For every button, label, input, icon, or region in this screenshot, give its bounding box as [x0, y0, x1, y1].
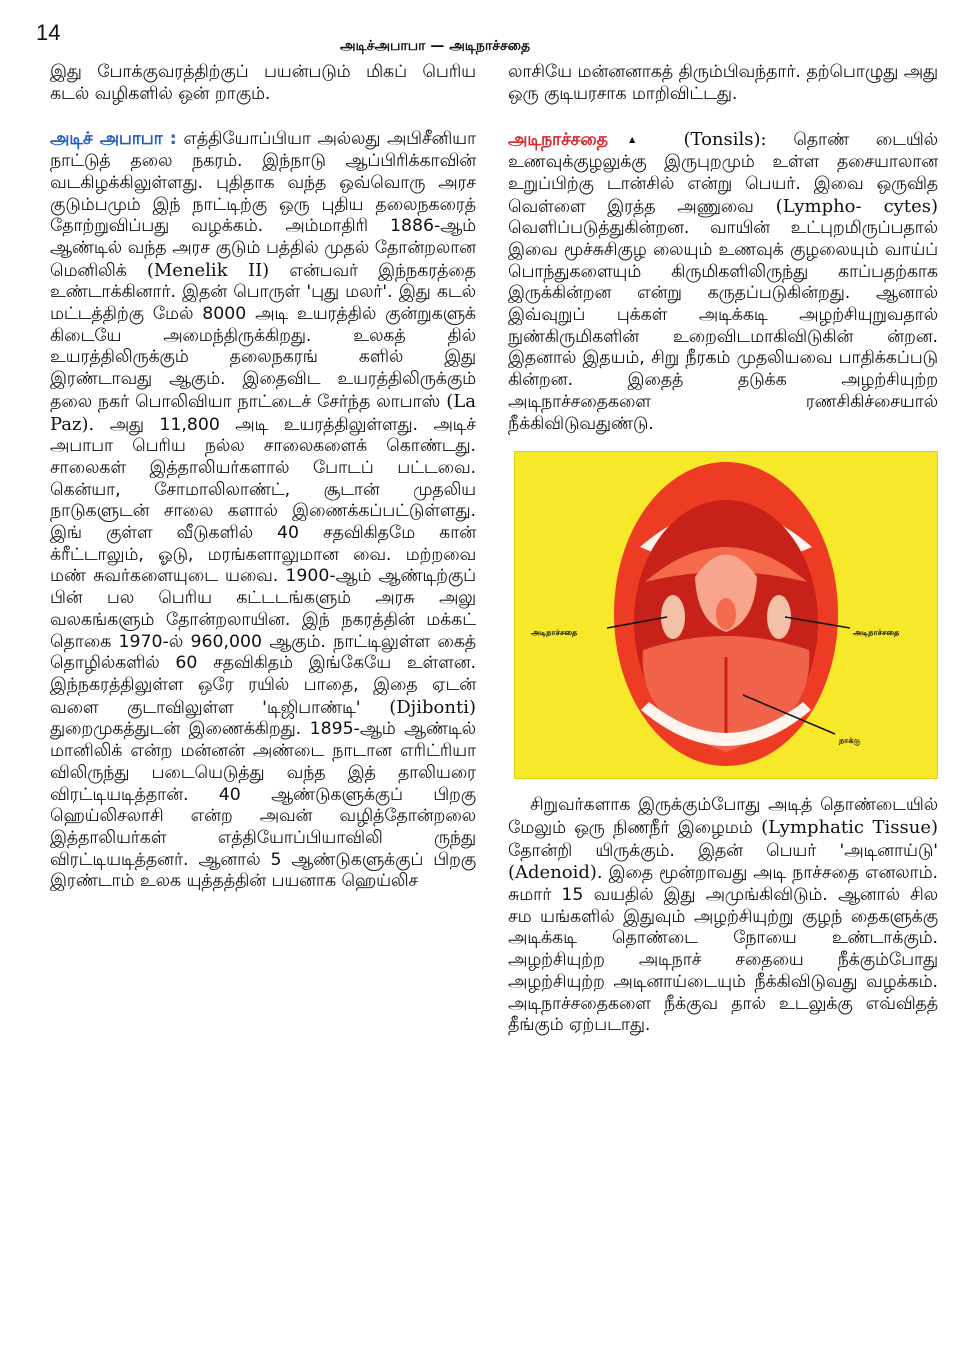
figure-label-tonsil-left: அடிநாச்சதை — [531, 628, 578, 638]
latin-term: (Lymphatic Tissue) — [752, 816, 939, 838]
latin-term: (Lympho- cytes) — [753, 195, 938, 217]
paragraph-text: தோன்றி யிருக்கும். இதன் பெயர் 'அடினாய்டு' — [508, 840, 938, 861]
entry-text: துறைமுகத்துடன் இணைக்கிறது. 1895-ஆம் ஆண்டில் மானிலிக் என்ற மன்னன் அண்டை நாடான எரிட்ரியா விலிருந்து படையெடுத்து வந்த இத் தாலியரை விரட்டியடித்தான். 40 ஆண்டுகளுக்குப் பிறகு ஹெய்லிசலாசி என்ற அவன் வழித்தோன்றலை இத்தாலியர்கள் எத்தியோப்பியாவிலி ருந்து விரட்டியடித்தனர். ஆனால் 5 ஆண்டுகளுக்குப் பிறகு இரண்டாம் உலக யுத்தத்தின் பயனாக ஹெய்லிச — [50, 719, 476, 892]
continuation-paragraph: லாசியே மன்னனாகத் திரும்பிவந்தார். தற்பொழுது அது ஒரு குடியரசாக மாறிவிட்டது. — [508, 62, 938, 104]
paragraph-text: இதை மூன்றாவது அடி நாச்சதை எனலாம். சுமார் 15 வயதில் இது அமுங்கிவிடும். ஆனால் சில சம யங்களில் இதுவும் அழற்சியுற்று குழந் தைகளுக்கு அடிக்கடி தொண்டை நோயை உண்டாக்கும். அழற்சியுற்ற அடிநாச் சதையை நீக்கும்போது அழற்சியுற்ற அடினாய்டையும் நீக்கிவிடுவது வழக்கம். அடிநாச்சதைகளை நீக்குவ தால் உடலுக்கு எவ்விதத் தீங்கும் ஏற்படாது. — [508, 863, 938, 1036]
left-column — [50, 62, 476, 893]
paragraph-text: சிறுவர்களாக இருக்கும்போது அடித் தொண்டையில் மேலும் ஒரு நிணநீர் இழைமம் — [508, 795, 938, 838]
intro-paragraph: இது போக்குவரத்திற்குப் பயன்படும் மிகப் பெரிய கடல் வழிகளில் ஒன் றாகும். — [50, 62, 476, 104]
entry-text: தொண் டையில் உணவுக்குழலுக்கு இருபுறமும் உள்ள தசையாலான உறுப்பிற்கு டான்சில் என்று பெயர். இவை ஒருவித வெள்ளை இரத்த அணுவை — [508, 130, 938, 217]
right-column — [508, 62, 938, 1037]
entry-heading-addis-ababa: அடிச் அபாபா : — [50, 129, 177, 150]
entry-text: வெளிப்படுத்துகின்றன. வாயின் உட்புறமிருப்பதால் இவை மூச்சுசிகுழ லையும் உணவுக் குழலையும் வாய்ப் பொந்துகளையும் கிருமிகளிலிருந்து காப்பதற்காக இருக்கின்றன என்று கருதப்படுகின்றது. ஆனால் இவ்வுறுப் புக்கள் அடிக்கடி அழற்சியுறுவதால் நுண்கிருமிகளின் உறைவிடமாகிவிடுகின் ன்றன. இதனால் இதயம், சிறு நீரகம் முதலியவை பாதிக்கப்படு கின்றன. இதைத் தடுக்க அழற்சியுற்ற அடிநாச்சதைகளை ரணசிகிச்சையால் நீக்கிவிடுவதுண்டு. — [508, 218, 938, 434]
mouth-drawing — [515, 452, 937, 778]
page-number: 14 — [36, 20, 61, 45]
mouth-illustration — [514, 451, 938, 779]
addis-ababa-entry — [50, 129, 476, 893]
latin-term: (La Paz). — [50, 390, 476, 435]
entry-text: அது 11,800 அடி உயரத்திலுள்ளது. அடிச் அபாபா பெரிய நல்ல சாலைகளைக் கொண்டது. சாலைகள் இத்தாலியர்களால் போடப் பட்டவை. கென்யா, சோமாலிலாண்ட், சூடான் முதலிய நாடுகளுடன் சாலை களால் இணைக்கப்பட்டுள்ளது. இங் குள்ள வீடுகளில் 40 சதவிகிதமே கான் க்ரீட்டாலும், ஓடு, மரங்களாலுமான வை. மற்றவை மண் சுவர்களையுடை யவை. 1900-ஆம் ஆண்டிற்குப் பின் பல பெரிய கட்டடங்களும் அரசு அலு வலகங்களும் தோன்றலாயின. இந் நகரத்தின் மக்கட் தொகை 1970-ல் 960,000 ஆகும். நாட்டிலுள்ள கைத் தொழில்களில் 60 சதவிகிதம் இங்கேயே உள்ளன. இந்நகரத்திலுள்ள ஒரே ரயில் பாதை, இதை ஏடன் வளை குடாவிலுள்ள 'டிஜிபாண்டி' — [50, 414, 476, 718]
entry-text: எத்தியோப்பியா அல்லது அபிசீனியா நாட்டுத் தலை நகரம். இந்நாடு ஆப்பிரிக்காவின் வடகிழக்கிலுள்ளது. புதிதாக வந்த ஒவ்வொரு அரச குடும்பமும் இந் நாட்டிற்கு ஒரு புதிய தலைநகரைத் தோற்றுவிப்பது வழக்கம். அம்மாதிரி 1886-ஆம் ஆண்டில் வந்த அரச குடும் பத்தில் முதல் தோன்றலான மெனிலிக் — [50, 129, 476, 281]
figure-label-tonsil-right: அடிநாச்சதை — [853, 628, 900, 638]
entry-text: என்பவர் இந்நகரத்தை உண்டாக்கினார். இதன் பொருள் 'புது மலர்'. இது கடல் மட்டத்திற்கு மேல் 8000 அடி உயரத்தில் குன்றுகளுக் கிடையே அமைந்திருக்கிறது. உலகத் தில் உயரத்திலிருக்கும் தலைநகரங் களில் இது இரண்டாவது ஆகும். இதைவிட உயரத்திலிருக்கும் தலை நகர் பொலிவியா நாட்டைச் சேர்ந்த லாபாஸ் — [50, 260, 476, 412]
figure-label-tongue: நாக்கு — [839, 736, 861, 746]
latin-term: (Menelik II) — [146, 259, 270, 281]
heading-marker: ▲ — [607, 135, 657, 145]
latin-term: (Tonsils): — [656, 129, 767, 151]
latin-term: (Djibonti) — [360, 696, 476, 718]
entry-heading-tonsils: அடிநாச்சதை — [508, 130, 608, 151]
running-title: அடிச்அபாபா — அடிநாச்சதை — [340, 38, 531, 54]
latin-term: (Adenoid). — [508, 862, 603, 884]
tonsils-entry — [508, 129, 938, 435]
adenoid-paragraph — [508, 795, 938, 1037]
